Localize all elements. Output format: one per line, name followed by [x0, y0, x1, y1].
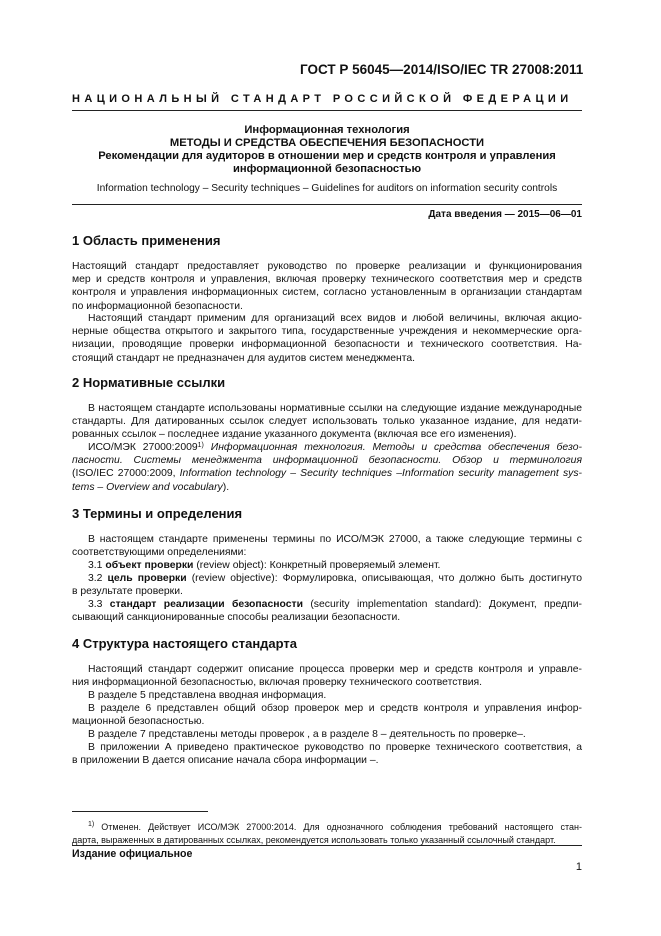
text-line: 3.1 объект проверки (review object): Конкретный проверяемый элемент.	[88, 560, 441, 571]
term-name: объект проверки	[105, 560, 194, 571]
title-line-2: МЕТОДЫ И СРЕДСТВА ОБЕСПЕЧЕНИЯ БЕЗОПАСНОСТИ	[169, 137, 485, 149]
section-4-paragraph-4	[72, 728, 582, 741]
header-divider	[72, 110, 582, 111]
footnote-reference: 1)	[197, 442, 204, 449]
section-2-paragraph-1	[72, 402, 582, 442]
text-line: Настоящий стандарт предоставляет руководство по проверке реализации и функционирования	[72, 261, 582, 272]
text-line: В приложении А приведено практическое руководство по проверке технического соответствия, а	[88, 742, 582, 753]
term-3-1	[72, 559, 582, 572]
text-line: низации, проводящие проверки информационной безопасности и технического соответствия. На-	[72, 339, 582, 351]
text-line: соответствующими определениями:	[72, 547, 247, 559]
section-1-paragraph-1	[72, 260, 582, 313]
footnote-mark: 1)	[88, 821, 95, 828]
text-line: В разделе 6 представлен общий обзор проверок мер и средств контроля и управления инфор-	[88, 703, 582, 714]
text-line: 3.3 стандарт реализации безопасности (security implementation standard): Документ, предпи-	[88, 599, 582, 610]
title-line-3: Рекомендации для аудиторов в отношении мер и средств контроля и управления	[98, 150, 556, 162]
text-line: сывающий санкционированные способы реализации безопасности.	[72, 612, 401, 624]
term-name: цель проверки	[107, 573, 187, 584]
text-line: 3.2 цель проверки (review objective): Формулировка, описывающая, что должно быть достигнуто	[88, 573, 582, 584]
section-2-heading: 2 Нормативные ссылки	[72, 375, 226, 390]
english-title: Information technology – Security techniques – Guidelines for auditors on information security controls	[96, 183, 558, 194]
text-line: дарта, выраженных в датированных ссылках, рекомендуется использовать только указанный ссылочный стандарт.	[72, 834, 556, 845]
text-line: Настоящий стандарт применим для организаций всех видов и любой величины, включая акцио-	[88, 313, 582, 324]
section-4-paragraph-5	[72, 741, 582, 767]
title-line-4: информационной безопасностью	[232, 163, 422, 175]
national-standard-banner: НАЦИОНАЛЬНЫЙ СТАНДАРТ РОССИЙСКОЙ ФЕДЕРАЦИИ	[72, 93, 573, 105]
introduction-date: Дата введения — 2015—06—01	[428, 209, 582, 220]
section-3-paragraph-1	[72, 533, 582, 559]
official-edition-label: Издание официальное	[72, 848, 193, 860]
normative-reference	[72, 441, 582, 494]
text-line: в результате проверки.	[72, 586, 183, 598]
term-name: стандарт реализации безопасности	[109, 599, 303, 610]
section-4-paragraph-2	[72, 689, 582, 702]
text-line: (ISO/IEC 27000:2009, Information technology – Security techniques –Information security management sys-	[72, 468, 583, 480]
text-line: В настоящем стандарте использованы нормативные ссылки на следующие издание международные	[88, 403, 582, 414]
text-line: В настоящем стандарте применены термины по ИСО/МЭК 27000, а также следующие термины с	[88, 534, 582, 545]
term-3-3	[72, 598, 582, 624]
reference-code: ИСО/МЭК 27000:2009	[88, 442, 198, 453]
text-line: по информационной безопасности.	[72, 300, 243, 312]
reference-title-ru: Информационная технология. Методы и средства обеспечения безо-	[210, 442, 583, 453]
section-3-heading: 3 Термины и определения	[72, 506, 243, 521]
title-line-1: Информационная технология	[244, 124, 410, 136]
text-line	[72, 441, 582, 454]
text-line: $^{1)}$ Отменен. Действует ИСО/МЭК 27000:2014. Для однозначного соблюдения требований настоящего стан-	[88, 821, 582, 832]
text-line: нерные общества открытого и закрытого типа, государственные учреждения и некоммерческие орга-	[72, 326, 582, 338]
text-line: мационной безопасностью.	[72, 716, 205, 728]
text-line: в приложении В дается описание начала сбора информации –.	[72, 755, 379, 767]
text-line: В разделе 7 представлены методы проверок , а в разделе 8 – деятельность по проверке–.	[88, 729, 526, 740]
term-3-2	[72, 572, 582, 598]
document-code: ГОСТ Р 56045—2014/ISO/IEC TR 27008:2011	[300, 62, 584, 77]
text-line: ния информационной безопасностью, включая проверку технического соответствия.	[72, 677, 483, 689]
section-1-paragraph-2	[72, 312, 582, 365]
footnote	[72, 821, 582, 846]
text-line: пасности. Системы менеджмента информационной безопасности. Обзор и терминология	[72, 455, 582, 467]
section-4-heading: 4 Структура настоящего стандарта	[72, 636, 298, 651]
text-line: tems – Overview and vocabulary).	[72, 481, 230, 493]
text-line: контроля и управления информационных систем, согласно установленным в организации стандартам	[72, 287, 582, 299]
text-line: стандарты. Для датированных ссылок следует использовать только указанное издание, для недати-	[72, 416, 582, 428]
footnote-divider	[72, 811, 208, 812]
section-1-heading: 1 Область применения	[72, 233, 221, 248]
footer-divider	[72, 845, 582, 846]
text-line: В разделе 5 представлена вводная информация.	[88, 690, 327, 701]
text-line: мер и средств контроля и управления, включая проверку технического соответствия мер и средств	[72, 274, 582, 286]
text-line: рованных ссылок – последнее издание указанного документа (включая все его изменения).	[72, 429, 517, 441]
section-4-paragraph-1	[72, 663, 582, 689]
title-divider	[72, 204, 582, 205]
page-number: 1	[575, 861, 582, 873]
text-line: Настоящий стандарт содержит описание процесса проверки мер и средств контроля и управле-	[88, 664, 582, 675]
title-block	[72, 124, 582, 176]
text-line: стоящий стандарт не предназначен для аудитов систем менеджмента.	[72, 352, 416, 364]
section-4-paragraph-3	[72, 702, 582, 728]
